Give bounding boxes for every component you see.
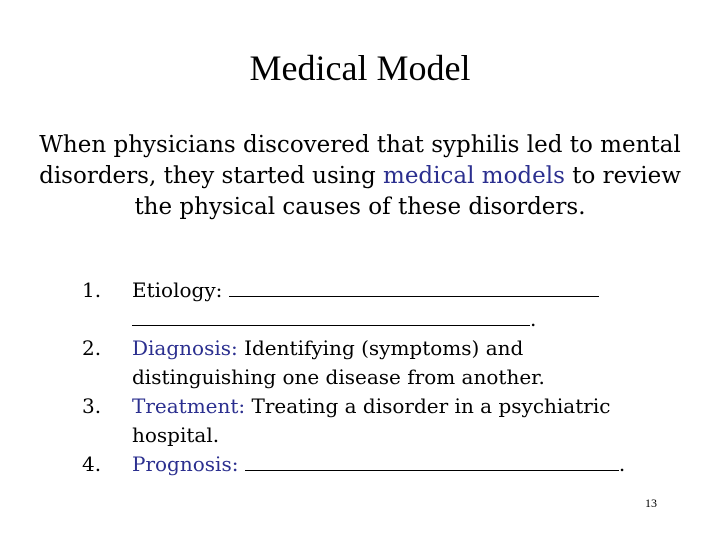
item-body (132, 392, 650, 450)
item-body (132, 334, 650, 392)
item-end-punctuation: . (618, 452, 626, 476)
fill-in-blank (229, 278, 599, 297)
item-label: Prognosis: (132, 452, 239, 476)
item-body (132, 276, 650, 334)
page-number: 13 (645, 496, 657, 510)
list-item-treatment (70, 392, 650, 450)
item-body (132, 450, 650, 479)
intro-text-2: to review the physical causes of these disorders. (134, 163, 681, 220)
fill-in-blank (245, 452, 619, 471)
fill-in-blank (132, 307, 530, 326)
item-end-punctuation: . (530, 307, 537, 331)
item-text: Identifying (symptoms) and distinguishing one disease from another. (132, 336, 545, 389)
item-number: 3. (82, 394, 102, 418)
intro-highlight: medical models (383, 163, 565, 189)
intro-text-1: When physicians discovered that syphilis led to mental disorders, they started using (39, 132, 681, 189)
model-steps-list (70, 276, 650, 479)
item-text: Treating a disorder in a psychiatric hospital. (132, 394, 611, 447)
item-number: 4. (82, 452, 102, 476)
item-number: 1. (82, 278, 102, 302)
item-number: 2. (82, 336, 102, 360)
slide-title: Medical Model (249, 48, 471, 88)
item-label: Etiology: (132, 278, 223, 302)
item-label: Diagnosis: (132, 336, 238, 360)
intro-paragraph (20, 130, 700, 223)
list-item-diagnosis (70, 334, 650, 392)
list-item-etiology (70, 276, 650, 334)
list-item-prognosis (70, 450, 650, 479)
item-label: Treatment: (132, 394, 246, 418)
